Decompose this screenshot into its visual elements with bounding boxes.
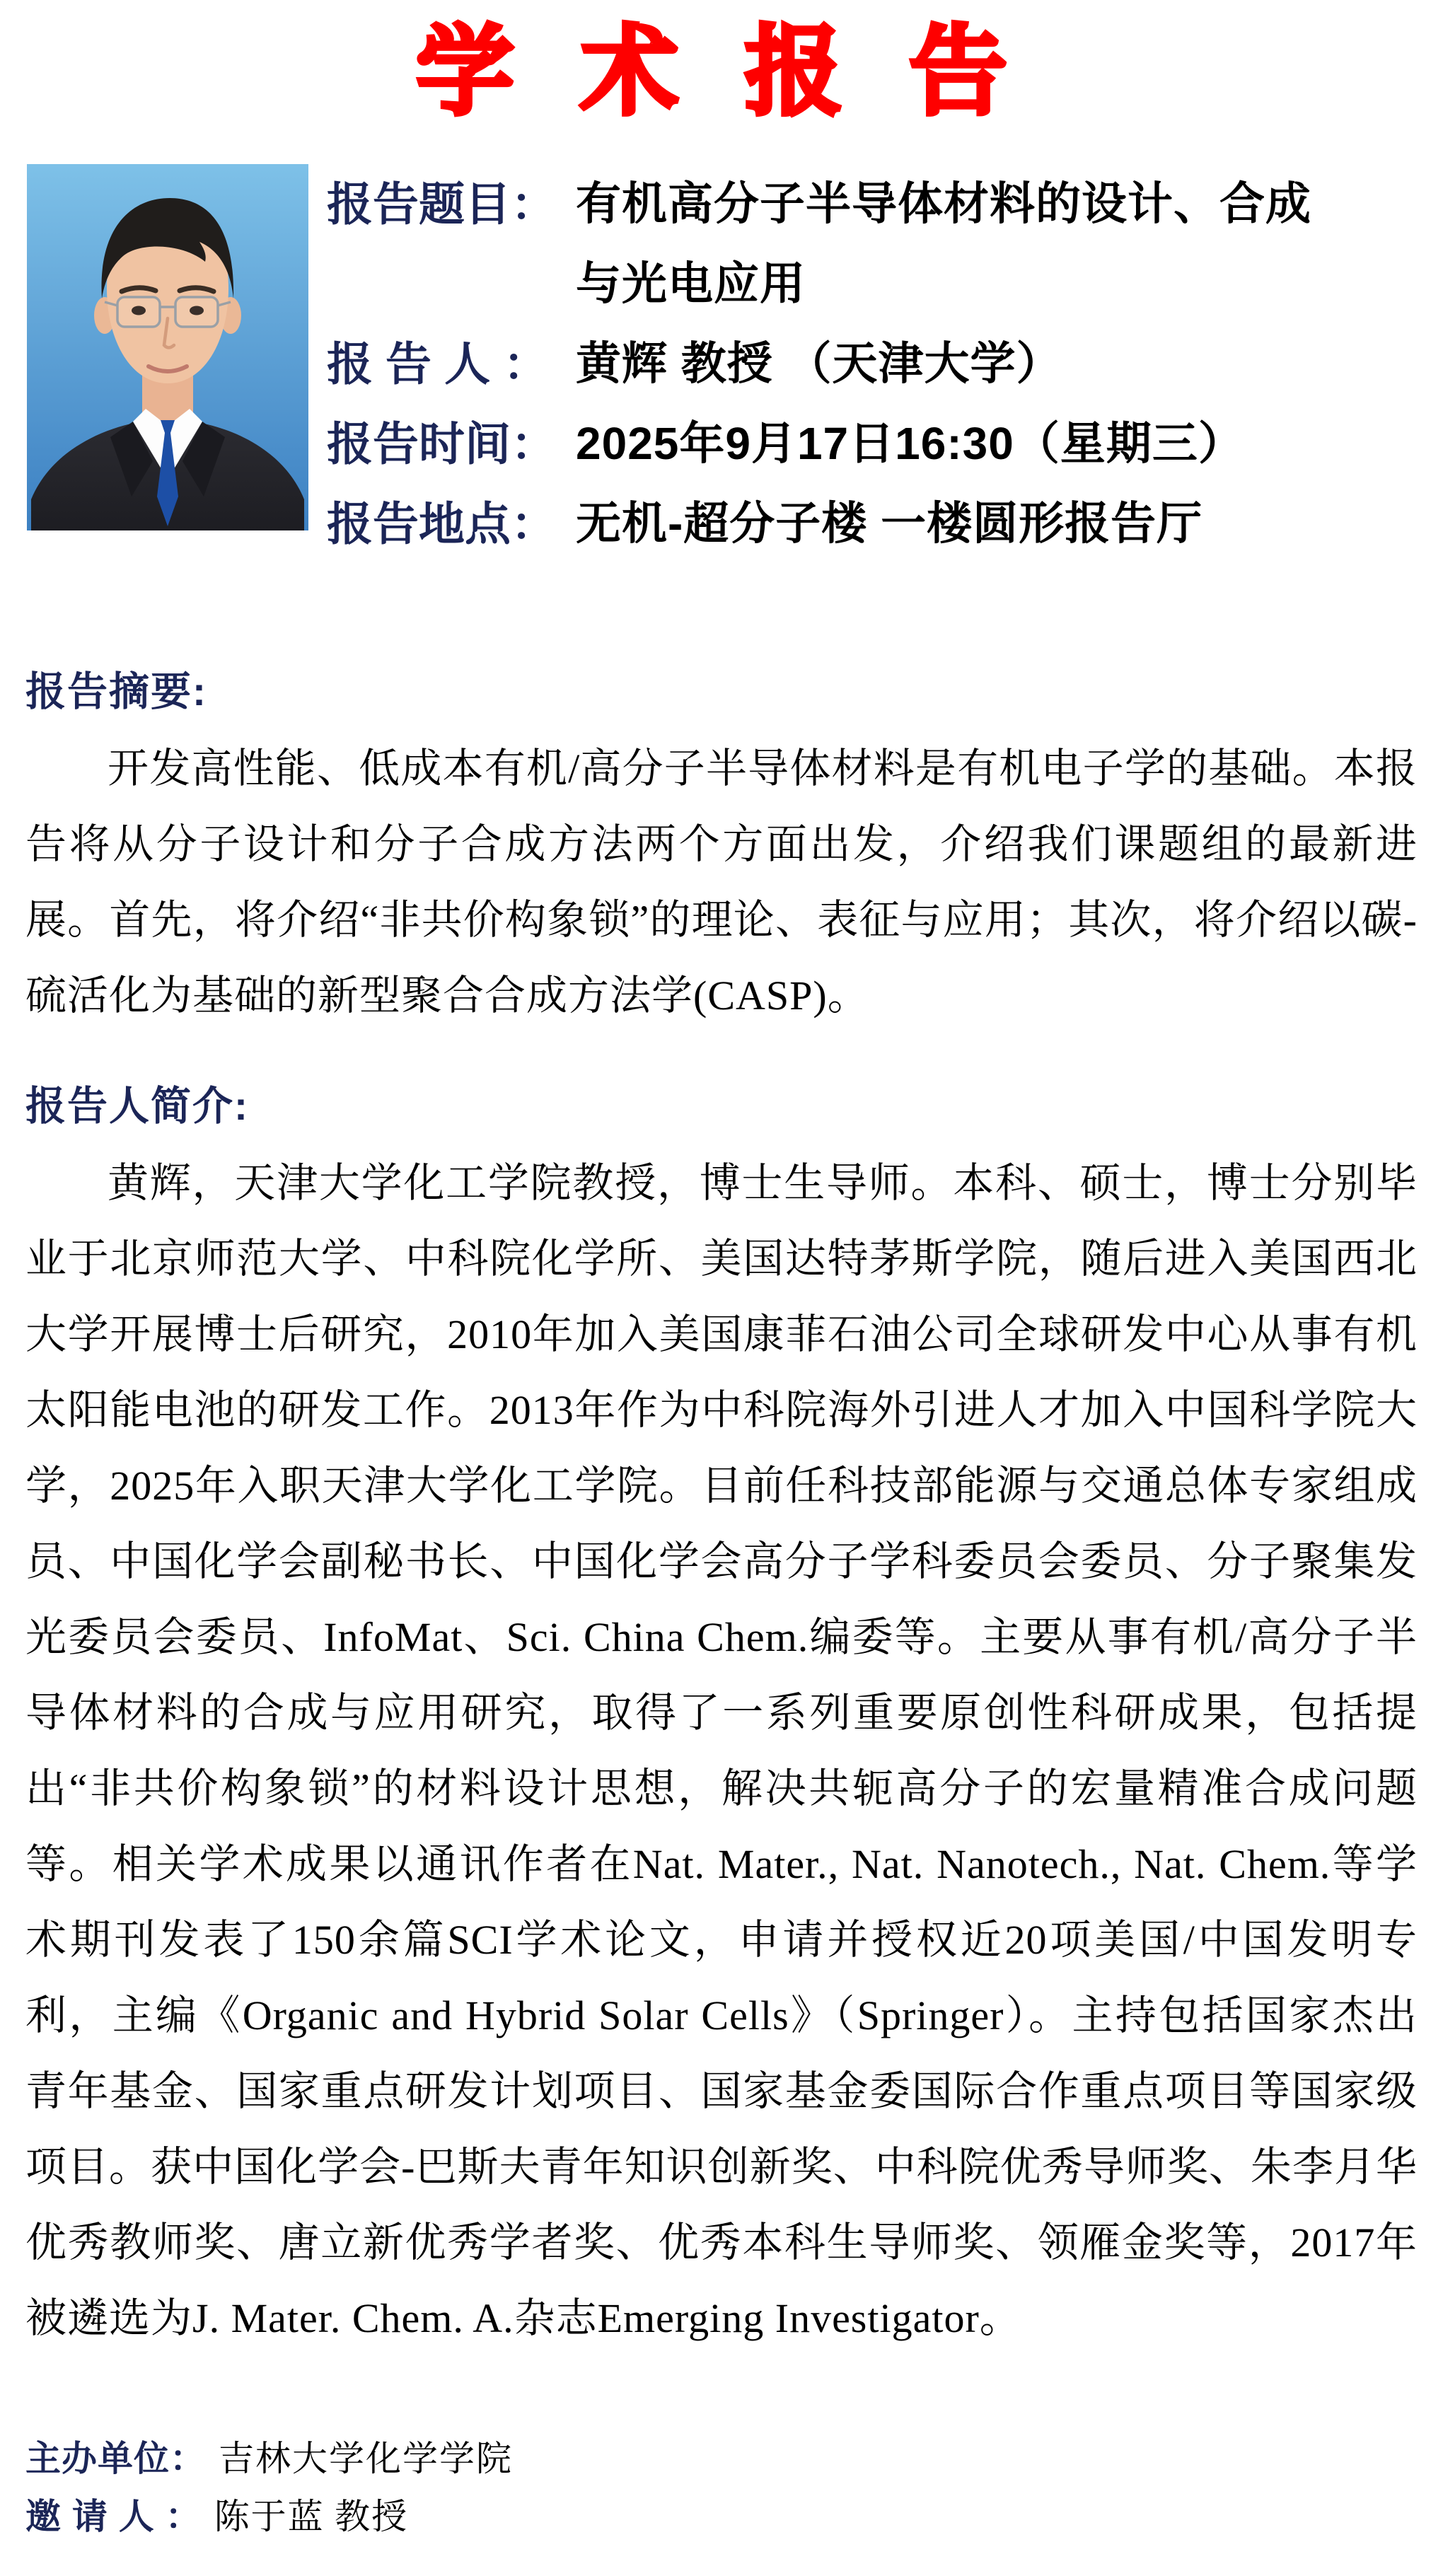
speaker-photo-illustration: [27, 164, 308, 530]
info-row-topic: [327, 164, 1418, 324]
topic-label: 报告题目：: [327, 178, 557, 230]
announcement-page: [0, 10, 1443, 2546]
footer-section: [25, 2430, 1418, 2546]
topic-value-line1: 有机高分子半导体材料的设计、合成: [576, 178, 1311, 229]
page-title: 学 术 报 告: [416, 18, 1027, 127]
abstract-heading: 报告摘要:: [25, 669, 207, 714]
info-row-venue: [327, 484, 1418, 564]
abstract-paragraph: 开发高性能、低成本有机/高分子半导体材料是有机电子学的基础。本报告将从分子设计和分子合成方法两个方面出发，介绍我们课题组的最新进展。首先，将介绍“非共价构象锁”的理论、表征与应用；其次，将介绍以碳-硫活化为基础的新型聚合合成方法学(CASP)。: [25, 745, 1418, 1019]
time-label: 报告时间：: [327, 418, 557, 470]
host-row: [25, 2430, 1418, 2488]
venue-label: 报告地点：: [327, 498, 557, 550]
info-row-speaker: [327, 324, 1418, 404]
inviter-row: [25, 2488, 1418, 2546]
header-section: [25, 164, 1418, 564]
bio-paragraph: 黄辉，天津大学化工学院教授，博士生导师。本科、硕士，博士分别毕业于北京师范大学、中科院化学所、美国达特茅斯学院，随后进入美国西北大学开展博士后研究，2010年加入美国康菲石油公司全球研发中心从事有机太阳能电池的研发工作。2013年作为中科院海外引进人才加入中国科学院大学，2025年入职天津大学化工学院。目前任科技部能源与交通总体专家组成员、中国化学会副秘书长、中国化学会高分子学科委员会委员、分子聚集发光委员会委员、InfoMat、Sci. China Chem.编委等。主要从事有机/高分子半导体材料的合成与应用研究，取得了一系列重要原创性科研成果，包括提出“非共价构象锁”的材料设计思想，解决共轭高分子的宏量精准合成问题等。相关学术成果以通讯作者在Nat. Mater., Nat. Nanotech., Nat. Chem.等学术期刊发表了150余篇SCI学术论文，申请并授权近20项美国/中国发明专利，主编《Organic and Hybrid Solar Cells》（Springer）。主持包括国家杰出青年基金、国家重点研发计划项目、国家基金委国际合作重点项目等国家级项目。获中国化学会-巴斯夫青年知识创新奖、中科院优秀导师奖、朱李月华优秀教师奖、唐立新优秀学者奖、优秀本科生导师奖、领雁金奖等，2017年被遴选为J. Mater. Chem. A.杂志Emerging Investigator。: [25, 1160, 1418, 2341]
topic-value-line2: 与光电应用: [576, 258, 806, 309]
inviter-label: 邀 请 人 ：: [25, 2497, 202, 2536]
speaker-photo: [27, 164, 308, 530]
inviter-value: 陈于蓝 教授: [214, 2497, 409, 2536]
speaker-value: 黄辉 教授 （天津大学）: [576, 338, 1062, 389]
speaker-label: 报 告 人 ：: [327, 338, 550, 390]
lecture-info: [308, 164, 1418, 564]
host-value: 吉林大学化学学院: [219, 2439, 513, 2478]
time-value: 2025年9月17日16:30（星期三）: [576, 418, 1244, 469]
venue-value: 无机-超分子楼 一楼圆形报告厅: [576, 498, 1203, 549]
bio-heading: 报告人简介:: [25, 1084, 249, 1129]
info-row-time: [327, 404, 1418, 484]
topic-value: [576, 164, 1311, 324]
host-label: 主办单位：: [25, 2439, 206, 2478]
